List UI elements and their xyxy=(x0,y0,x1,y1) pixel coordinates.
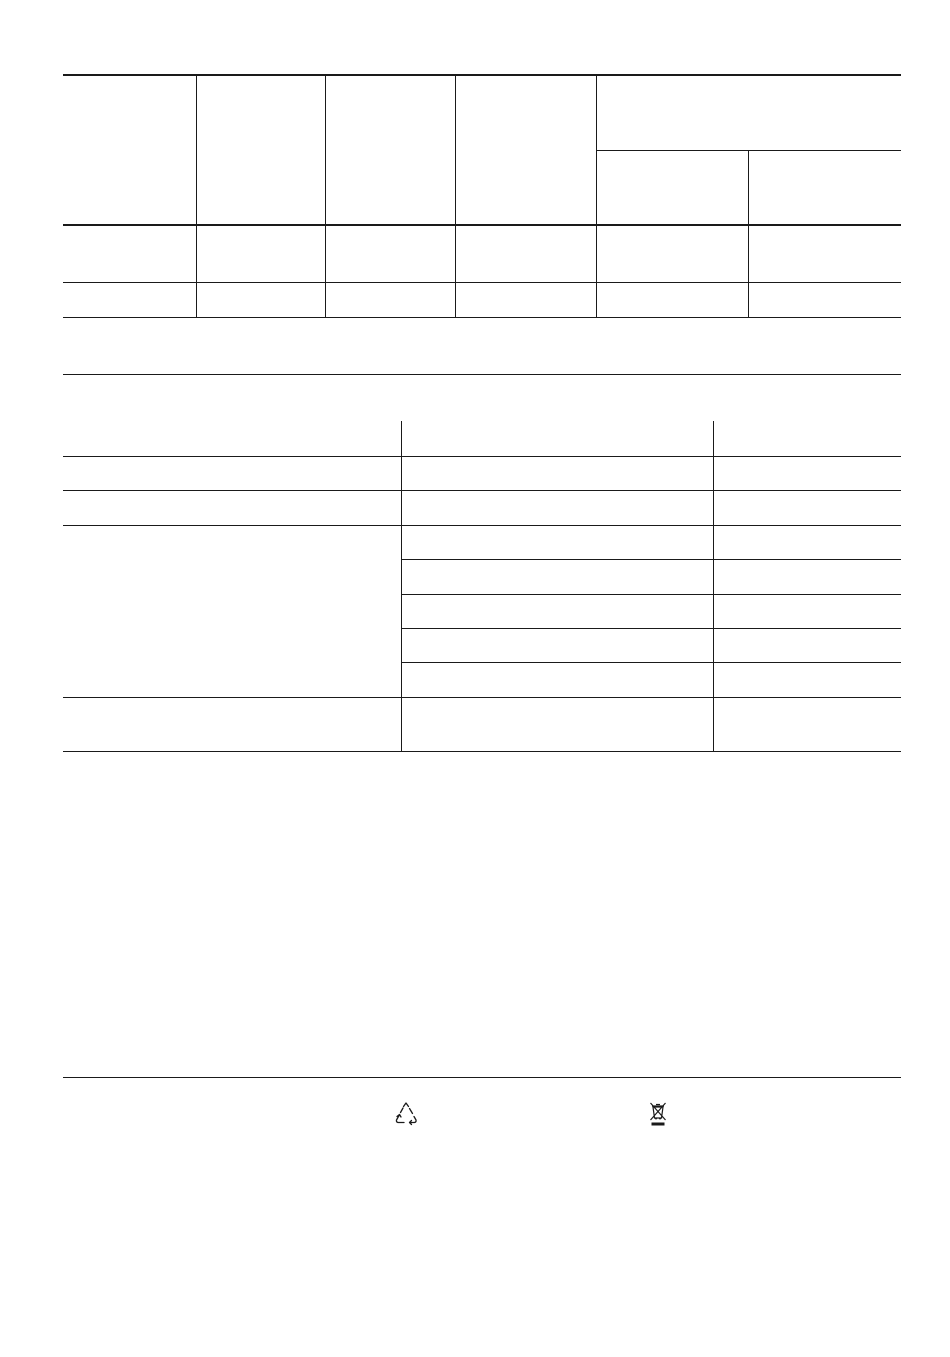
table2-cell xyxy=(714,457,901,490)
table1-cell xyxy=(749,283,901,317)
table1-header-cell xyxy=(326,76,455,224)
table2-cell xyxy=(63,491,401,525)
table1-cell xyxy=(456,226,596,282)
recycling-icon xyxy=(393,1101,419,1127)
table2-cell xyxy=(714,526,901,559)
table2-cell xyxy=(714,629,901,662)
table2-header-cell xyxy=(714,421,901,456)
table1-cell xyxy=(597,283,748,317)
table2-bottom-rule xyxy=(63,751,901,752)
table1-cell xyxy=(597,226,748,282)
table1-cell xyxy=(749,226,901,282)
table2-cell xyxy=(402,663,713,697)
table2-cell xyxy=(402,595,713,628)
table2-cell xyxy=(402,560,713,594)
section-note xyxy=(63,320,901,372)
table2-cell xyxy=(714,663,901,697)
table1-subheader-cell xyxy=(597,151,748,224)
table1-header-group-cell xyxy=(597,76,901,150)
table1-header-cell xyxy=(456,76,596,224)
footer-divider xyxy=(63,1077,901,1078)
table2-cell xyxy=(402,698,713,751)
table2-cell xyxy=(714,698,901,751)
table2-cell xyxy=(63,457,401,490)
table1-cell xyxy=(63,283,196,317)
table2-cell xyxy=(402,629,713,662)
table2-cell xyxy=(714,560,901,594)
table1-subheader-cell xyxy=(749,151,901,224)
table1-cell xyxy=(63,226,196,282)
table1-cell xyxy=(197,283,325,317)
table2-cell xyxy=(63,526,401,697)
table2-cell xyxy=(402,491,713,525)
table2-header-cell xyxy=(402,421,713,456)
table2-cell xyxy=(63,698,401,751)
table2-cell xyxy=(402,526,713,559)
table1-cell xyxy=(197,226,325,282)
weee-crossed-bin-icon xyxy=(648,1101,668,1127)
table1-header-cell xyxy=(63,76,196,224)
table2-header-cell xyxy=(63,421,401,456)
table1-cell xyxy=(456,283,596,317)
table1-header-cell xyxy=(197,76,325,224)
section-divider xyxy=(63,374,901,375)
table2-cell xyxy=(714,491,901,525)
table1-cell xyxy=(326,283,455,317)
table1-bottom-rule xyxy=(63,317,901,318)
table1-cell xyxy=(326,226,455,282)
table2-cell xyxy=(402,457,713,490)
table2-cell xyxy=(714,595,901,628)
